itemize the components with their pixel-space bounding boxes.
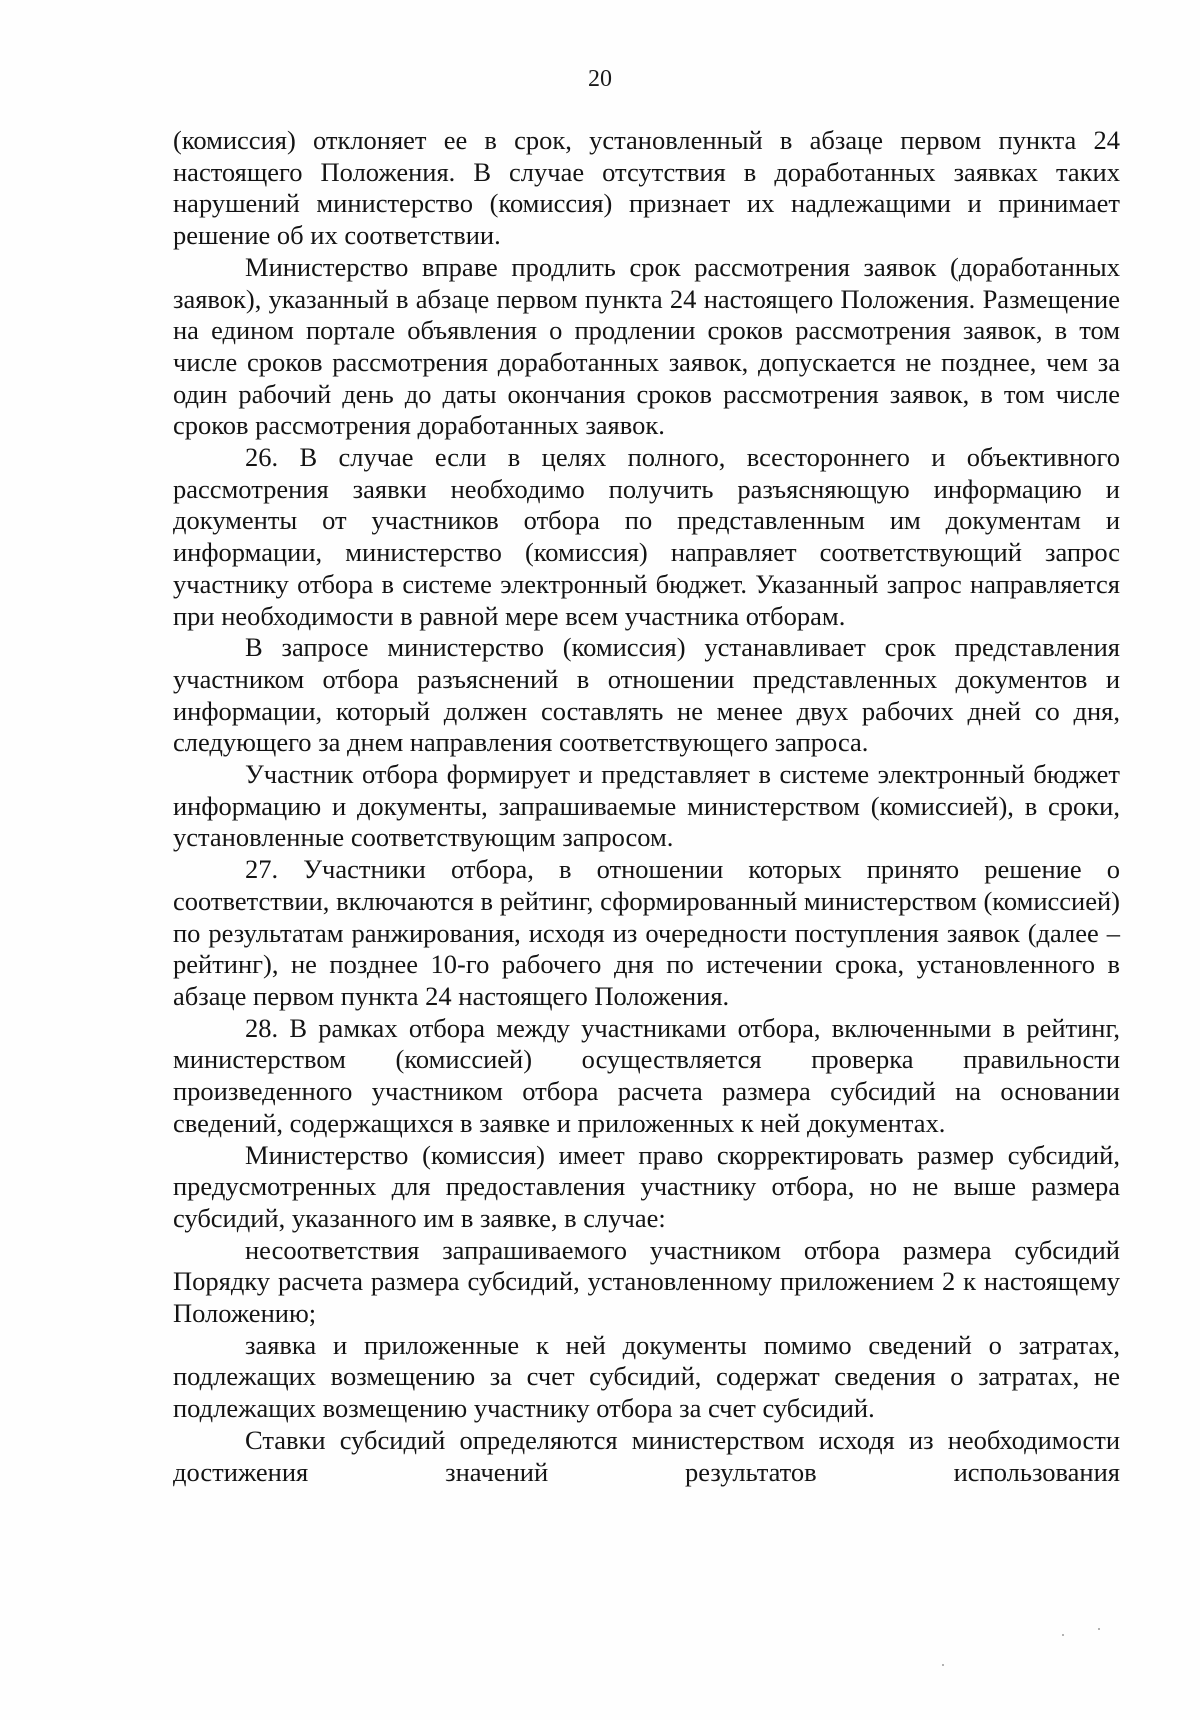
paragraph-participant-response: Участник отбора формирует и представляет в системе электронный бюджет информацию и документы, запрашиваемые министерством (комиссией), в сроки, установленные соответствующим запросом. [173, 759, 1120, 853]
page-number: 20 [588, 66, 612, 92]
paragraph-continuation: (комиссия) отклоняет ее в срок, установленный в абзаце первом пункта 24 настоящего Положения. В случае отсутствия в доработанных заявках таких нарушений министерство (комиссия) признает их надлежащими и принимает решение об их соответствии. [173, 125, 1120, 251]
paragraph-item-28: 28. В рамках отбора между участниками отбора, включенными в рейтинг, министерством (комиссией) осуществляется проверка правильности произведенного участником отбора расчета размера субсидий на основании сведений, содержащихся в заявке и приложенных к ней документах. [173, 1012, 1120, 1138]
scan-speck [942, 1664, 944, 1666]
paragraph-subsidy-rates: Ставки субсидий определяются министерством исходя из необходимости достижения значений результатов использования [173, 1424, 1120, 1487]
scan-speck [1098, 1628, 1100, 1630]
paragraph-request-deadline: В запросе министерство (комиссия) устанавливает срок представления участником отбора разъяснений в отношении представленных документов и информации, который должен составлять не менее двух рабочих дней со дня, следующего за днем направления соответствующего запроса. [173, 632, 1120, 758]
paragraph-item-26: 26. В случае если в целях полного, всестороннего и объективного рассмотрения заявки необходимо получить разъясняющую информацию и документы от участников отбора по представленным им документам и информации, министерство (комиссия) направляет соответствующий запрос участнику отбора в системе электронный бюджет. Указанный запрос направляется при необходимости в равной мере всем участника отборам. [173, 442, 1120, 631]
paragraph-case-extra-costs: заявка и приложенные к ней документы помимо сведений о затратах, подлежащих возмещению за счет субсидий, содержат сведения о затратах, не подлежащих возмещению участнику отбора за счет субсидий. [173, 1329, 1120, 1424]
scan-speck [1062, 1634, 1064, 1636]
paragraph-case-mismatch: несоответствия запрашиваемого участником отбора размера субсидий Порядку расчета размера субсидий, установленному приложением 2 к настоящему Положению; [173, 1234, 1120, 1329]
paragraph-subsidy-adjustment: Министерство (комиссия) имеет право скорректировать размер субсидий, предусмотренных для предоставления участнику отбора, но не выше размера субсидий, указанного им в заявке, в случае: [173, 1139, 1120, 1233]
paragraph-item-27: 27. Участники отбора, в отношении которых принято решение о соответствии, включаются в рейтинг, сформированный министерством (комиссией) по результатам ранжирования, исходя из очередности поступления заявок (далее – рейтинг), не позднее 10-го рабочего дня по истечении срока, установленного в абзаце первом пункта 24 настоящего Положения. [173, 854, 1120, 1011]
paragraph-extension-of-review: Министерство вправе продлить срок рассмотрения заявок (доработанных заявок), указанный в абзаце первом пункта 24 настоящего Положения. Размещение на едином портале объявления о продлении сроков рассмотрения заявок, в том числе сроков рассмотрения доработанных заявок, допускается не позднее, чем за один рабочий день до даты окончания сроков рассмотрения заявок, в том числе сроков рассмотрения доработанных заявок. [173, 251, 1120, 441]
document-body [173, 125, 1120, 1488]
